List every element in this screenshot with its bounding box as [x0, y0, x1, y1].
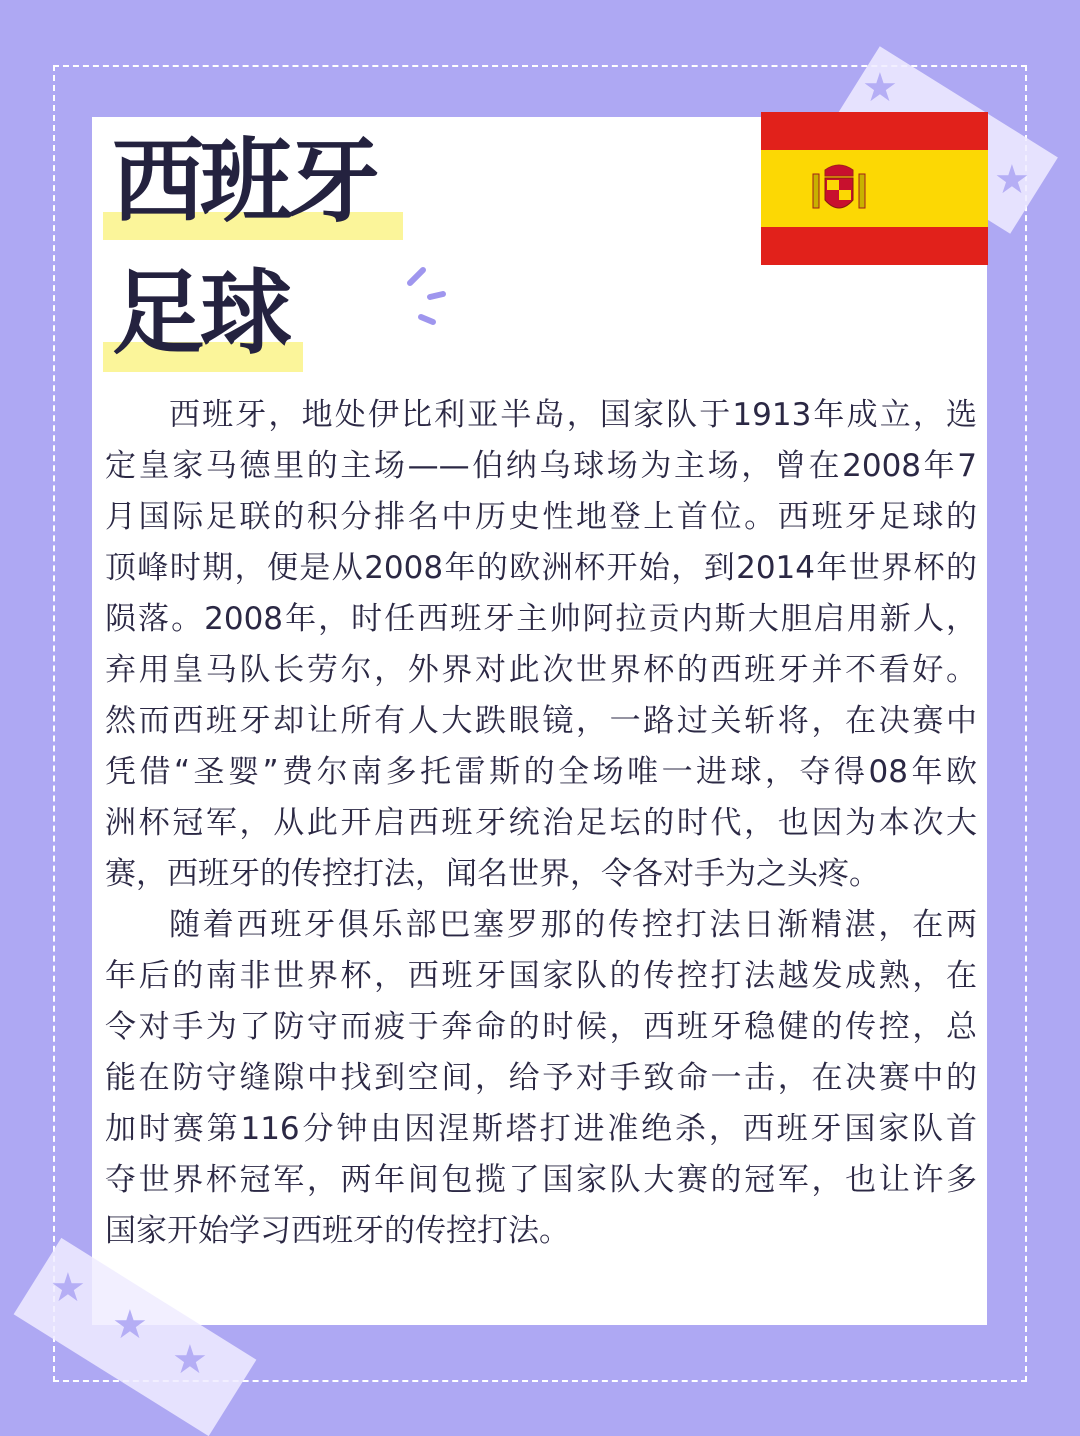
star-icon: ★ — [50, 1265, 86, 1311]
star-icon: ★ — [862, 65, 898, 111]
page-title-line1: 西班牙 — [112, 128, 377, 235]
text-line: 年后的南非世界杯，西班牙国家队的传控打法越发成熟，在 — [105, 958, 977, 994]
text-line: 顶峰时期，便是从2008年的欧洲杯开始，到2014年世界杯的 — [105, 550, 977, 586]
paragraph-2 — [105, 900, 977, 1257]
text-line: 弃用皇马队长劳尔，外界对此次世界杯的西班牙并不看好。 — [105, 652, 977, 688]
spain-flag — [761, 112, 988, 265]
star-icon: ★ — [112, 1302, 148, 1348]
text-line: 陨落。2008年，时任西班牙主帅阿拉贡内斯大胆启用新人， — [105, 601, 977, 637]
text-line: 赛，西班牙的传控打法，闻名世界，令各对手为之头疼。 — [105, 856, 880, 892]
text-line: 能在防守缝隙中找到空间，给予对手致命一击，在决赛中的 — [105, 1060, 977, 1096]
article-body — [105, 390, 977, 1257]
text-line: 洲杯冠军，从此开启西班牙统治足坛的时代，也因为本次大 — [105, 805, 977, 841]
star-icon: ★ — [172, 1337, 208, 1383]
text-line: 然而西班牙却让所有人大跌眼镜，一路过关斩将，在决赛中 — [105, 703, 977, 739]
text-line: 西班牙，地处伊比利亚半岛，国家队于1913年成立，选 — [169, 397, 977, 433]
page-title-line2: 足球 — [112, 260, 289, 367]
text-line: 月国际足联的积分排名中历史性地登上首位。西班牙足球的 — [105, 499, 977, 535]
text-line: 加时赛第116分钟由因涅斯塔打进准绝杀，西班牙国家队首 — [105, 1111, 977, 1147]
text-line: 令对手为了防守而疲于奔命的时候，西班牙稳健的传控，总 — [105, 1009, 977, 1045]
text-line: 夺世界杯冠军，两年间包揽了国家队大赛的冠军，也让许多 — [105, 1162, 977, 1198]
coat-of-arms-icon — [809, 160, 869, 220]
text-line: 随着西班牙俱乐部巴塞罗那的传控打法日渐精湛，在两 — [169, 907, 977, 943]
text-line: 凭借“圣婴”费尔南多托雷斯的全场唯一进球，夺得08年欧 — [105, 754, 977, 790]
paragraph-1 — [105, 390, 977, 900]
text-line: 定皇家马德里的主场——伯纳乌球场为主场，曾在2008年7 — [105, 448, 977, 484]
star-icon: ★ — [994, 157, 1030, 203]
sparkle-lines-icon — [405, 265, 455, 330]
text-line: 国家开始学习西班牙的传控打法。 — [105, 1213, 570, 1249]
